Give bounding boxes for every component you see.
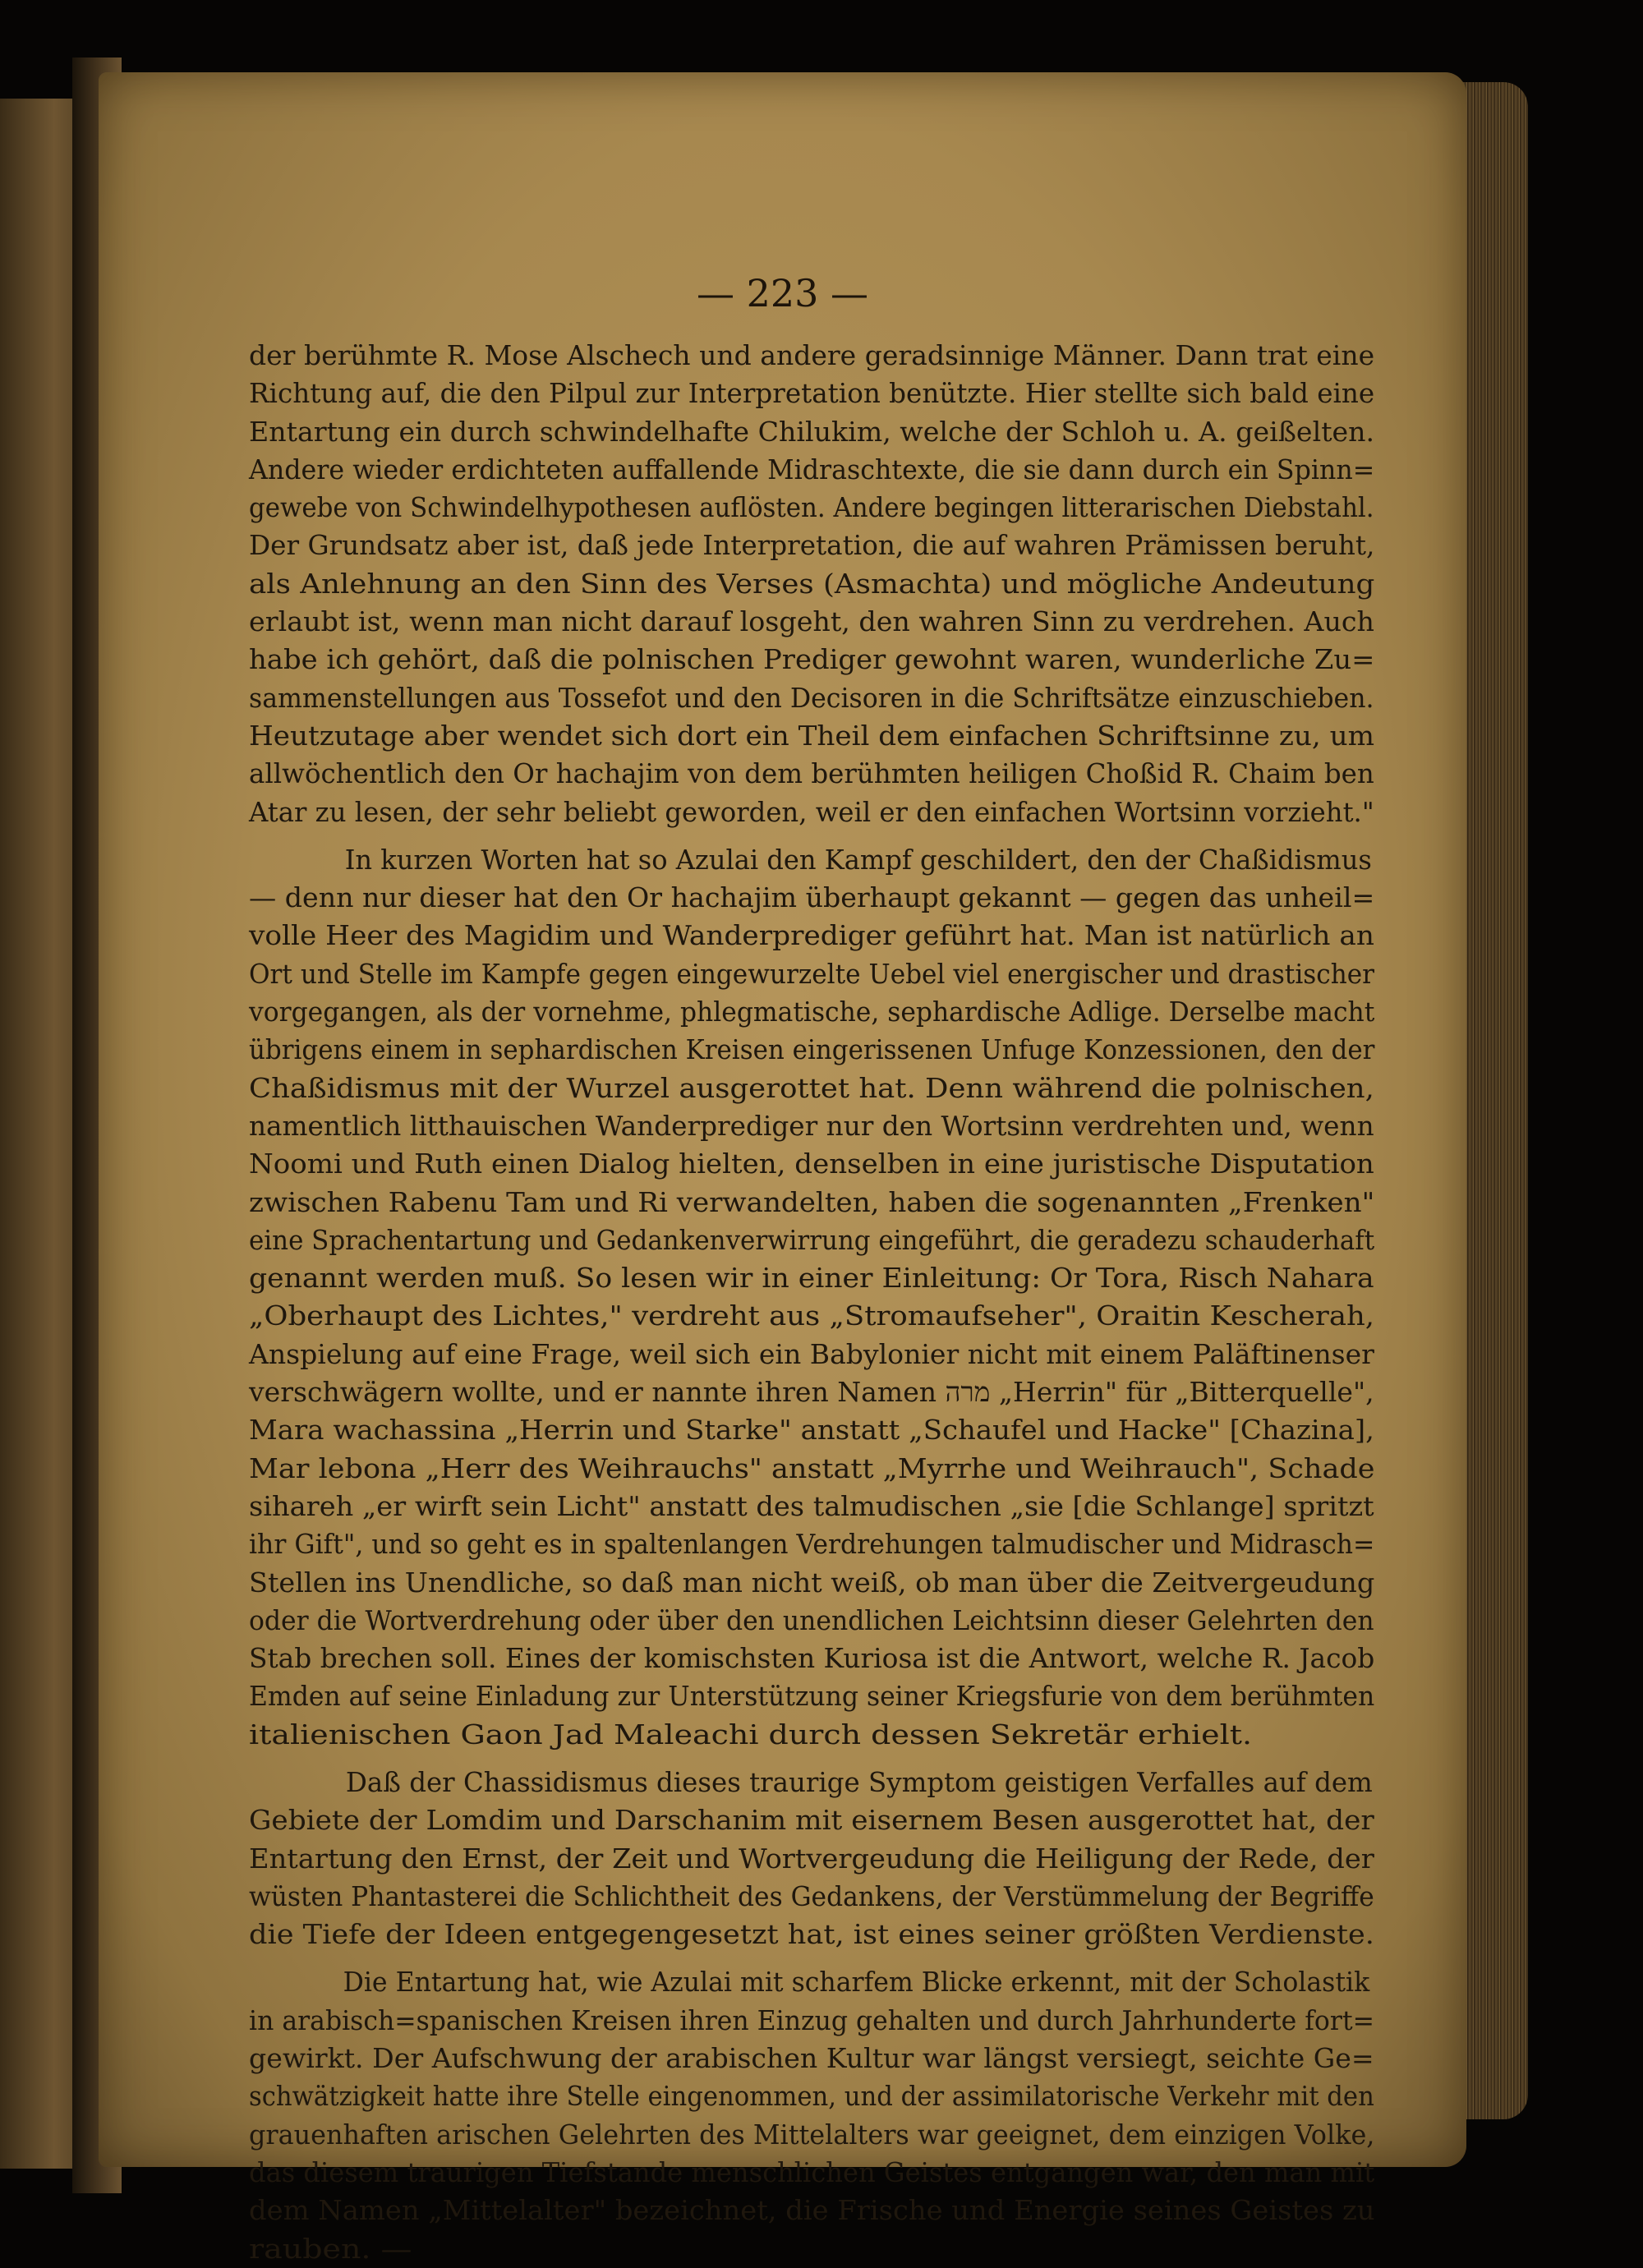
text-line: italienischen Gaon Jad Maleachi durch dessen Sekretär erhielt. <box>249 1718 1253 1750</box>
text-line: namentlich litthauischen Wanderprediger nur den Wortsinn verdrehten und, wenn <box>249 1109 1374 1142</box>
text-line: Emden auf seine Einladung zur Unterstützung seiner Kriegsfurie von dem berühmten <box>249 1680 1375 1713</box>
text-line: der berühmte R. Mose Alschech und andere geradsinnige Männer. Dann trat eine <box>249 339 1375 371</box>
text-line: Daß der Chassidismus dieses traurige Symptom geistigen Verfalles auf dem <box>345 1765 1373 1798</box>
text-line: Mar lebona „Herr des Weihrauchs" anstatt „Myrrhe und Weihrauch", Schade <box>249 1451 1375 1484</box>
text-line: grauenhaften arischen Gelehrten des Mittelalters war geeignet, dem einzigen Volke, <box>249 2118 1375 2151</box>
text-line: Der Grundsatz aber ist, daß jede Interpretation, die auf wahren Prämissen beruht, <box>249 529 1375 562</box>
text-line: Heutzutage aber wendet sich dort ein Theil dem einfachen Schriftsinne zu, um <box>249 719 1375 752</box>
body-text <box>249 337 1374 2268</box>
page-number: — 223 — <box>696 271 869 315</box>
text-line: Entartung den Ernst, der Zeit und Wortvergeudung die Heiligung der Rede, der <box>249 1842 1374 1875</box>
text-line: Atar zu lesen, der sehr beliebt geworden, weil er den einfachen Wortsinn vorzieht." <box>249 795 1374 828</box>
text-line: verschwägern wollte, und er nannte ihren Namen מרה „Herrin" für „Bitterquelle", <box>249 1376 1374 1409</box>
text-line: dem Namen „Mittelalter" bezeichnet, die Frische und Energie seines Geistes zu <box>249 2194 1375 2227</box>
text-line: habe ich gehört, daß die polnischen Prediger gewohnt waren, wunderliche Zu= <box>249 643 1375 676</box>
text-line: genannt werden muß. So lesen wir in einer Einleitung: Or Tora, Risch Nahara <box>249 1262 1374 1295</box>
text-line: Richtung auf, die den Pilpul zur Interpretation benützte. Hier stellte sich bald eine <box>249 377 1375 410</box>
text-line: Stellen ins Unendliche, so daß man nicht weiß, ob man über die Zeitvergeudung <box>249 1566 1375 1599</box>
text-line: Die Entartung hat, wie Azulai mit scharfem Blicke erkennt, mit der Scholastik <box>343 1966 1370 1999</box>
text-line: ihr Gift", und so geht es in spaltenlangen Verdrehungen talmudischer und Midrasch= <box>249 1528 1375 1561</box>
text-line: vorgegangen, als der vornehme, phlegmatische, sephardische Adlige. Derselbe macht <box>249 996 1375 1028</box>
text-line: allwöchentlich den Or hachajim von dem berühmten heiligen Choßid R. Chaim ben <box>249 757 1374 790</box>
text-line: Andere wieder erdichteten auffallende Midraschtexte, die sie dann durch ein Spinn= <box>249 453 1375 485</box>
text-line: in arabisch=spanischen Kreisen ihren Einzug gehalten und durch Jahrhunderte fort= <box>249 2003 1374 2036</box>
paragraph <box>249 337 1374 831</box>
text-line: Anspielung auf eine Frage, weil sich ein Babylonier nicht mit einem Paläftinenser <box>249 1337 1374 1370</box>
text-line: Gebiete der Lomdim und Darschanim mit eisernem Besen ausgerottet hat, der <box>249 1804 1374 1837</box>
text-line: schwätzigkeit hatte ihre Stelle eingenommen, und der assimilatorische Verkehr mit den <box>249 2080 1374 2113</box>
book-page <box>99 72 1466 2265</box>
text-line: sammenstellungen aus Tossefot und den Decisoren in die Schriftsätze einzuschieben. <box>249 681 1374 714</box>
paragraph <box>249 1764 1374 1953</box>
text-line: zwischen Rabenu Tam und Ri verwandelten, haben die sogenannten „Frenken" <box>249 1185 1375 1218</box>
text-line: die Tiefe der Ideen entgegengesetzt hat, ist eines seiner größten Verdienste. <box>249 1918 1374 1951</box>
paragraph <box>249 1963 1374 2267</box>
paragraph <box>249 841 1374 1754</box>
text-line: Noomi und Ruth einen Dialog hielten, denselben in eine juristische Disputation <box>249 1148 1374 1180</box>
text-line: Entartung ein durch schwindelhafte Chilukim, welche der Schloh u. A. geißelten. <box>249 415 1375 448</box>
text-line: rauben. — <box>249 2232 412 2265</box>
text-line: als Anlehnung an den Sinn des Verses (Asmachta) und mögliche Andeutung <box>249 567 1375 600</box>
text-line: sihareh „er wirft sein Licht" anstatt des talmudischen „sie [die Schlange] spritzt <box>249 1489 1374 1522</box>
text-line: erlaubt ist, wenn man nicht darauf losgeht, den wahren Sinn zu verdrehen. Auch <box>249 605 1374 638</box>
text-line: Mara wachassina „Herrin und Starke" anstatt „Schaufel und Hacke" [Chazina], <box>249 1414 1374 1447</box>
text-line: wüsten Phantasterei die Schlichtheit des Gedankens, der Verstümmelung der Begriffe <box>249 1879 1374 1912</box>
text-line: Chaßidismus mit der Wurzel ausgerottet hat. Denn während die polnischen, <box>249 1071 1374 1104</box>
text-line: das diesem traurigen Tiefstande menschlichen Geistes entgangen war, den man mit <box>249 2155 1375 2188</box>
text-line: gewirkt. Der Aufschwung der arabischen Kultur war längst versiegt, seichte Ge= <box>249 2042 1374 2075</box>
text-line: „Oberhaupt des Lichtes," verdreht aus „Stromaufseher", Oraitin Kescherah, <box>249 1300 1375 1332</box>
text-line: — denn nur dieser hat den Or hachajim überhaupt gekannt — gegen das unheil= <box>249 881 1375 914</box>
text-line: eine Sprachentartung und Gedankenverwirrung eingeführt, die geradezu schauderhaft <box>249 1223 1375 1256</box>
text-line: gewebe von Schwindelhypothesen auflösten. Andere begingen litterarischen Diebstahl. <box>249 491 1374 524</box>
text-line: In kurzen Worten hat so Azulai den Kampf geschildert, den der Chaßidismus <box>344 843 1372 876</box>
text-line: Ort und Stelle im Kampfe gegen eingewurzelte Uebel viel energischer und drastischer <box>249 957 1375 990</box>
text-line: übrigens einem in sephardischen Kreisen eingerissenen Unfuge Konzessionen, den der <box>249 1033 1375 1066</box>
text-line: volle Heer des Magidim und Wanderprediger geführt hat. Man ist natürlich an <box>249 919 1374 952</box>
text-line: oder die Wortverdrehung oder über den unendlichen Leichtsinn dieser Gelehrten den <box>249 1603 1374 1636</box>
text-line: Stab brechen soll. Eines der komischsten Kuriosa ist die Antwort, welche R. Jacob <box>249 1642 1375 1675</box>
